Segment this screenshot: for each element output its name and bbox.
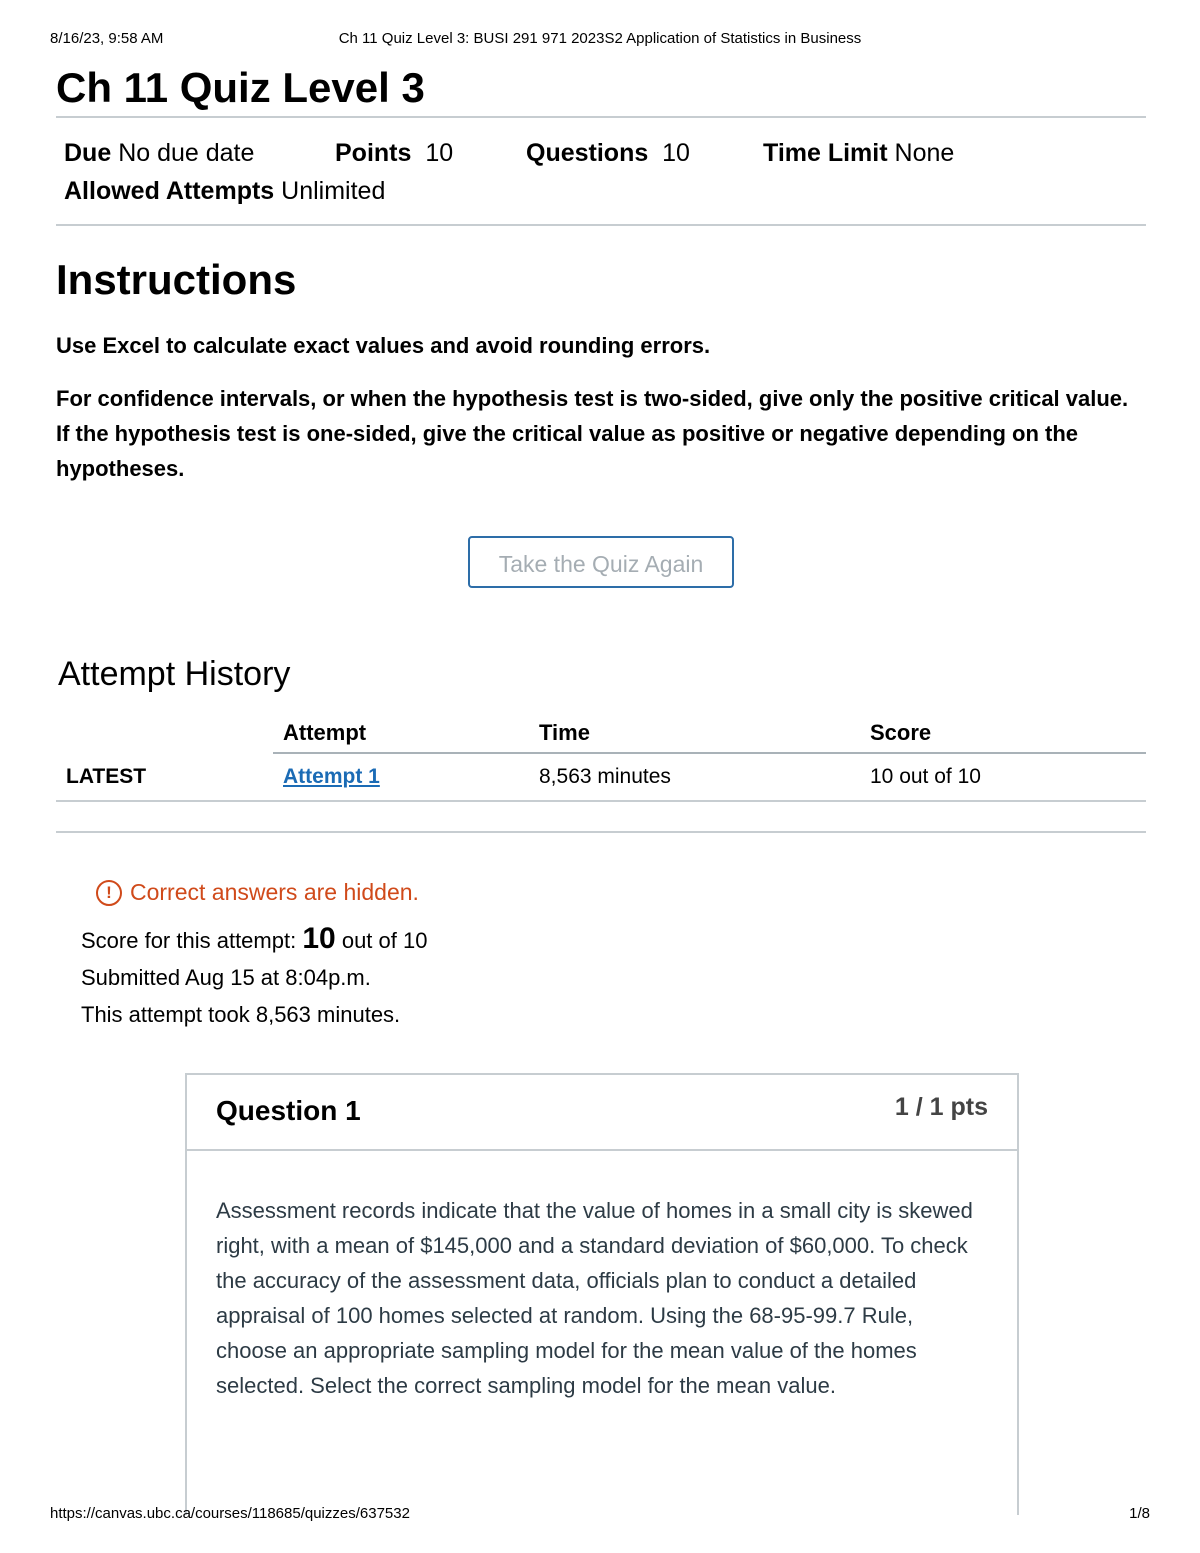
divider	[56, 831, 1146, 833]
attempts-value: Unlimited	[281, 177, 386, 205]
attempts-label: Allowed Attempts	[64, 177, 275, 205]
points-detail	[335, 134, 526, 172]
questions-detail	[526, 134, 763, 172]
question-card	[185, 1073, 1019, 1515]
column-header-attempt: Attempt	[273, 714, 529, 753]
due-value: No due date	[118, 139, 255, 167]
latest-tag: LATEST	[56, 753, 273, 801]
table-row	[56, 753, 1146, 801]
column-header-time: Time	[529, 714, 860, 753]
score-prefix: Score for this attempt:	[81, 928, 297, 953]
divider	[56, 224, 1146, 226]
duration-line: This attempt took 8,563 minutes.	[81, 1002, 401, 1027]
attempt-1-link[interactable]: Attempt 1	[283, 765, 380, 788]
score-suffix: out of 10	[341, 928, 428, 953]
print-header	[50, 30, 1150, 50]
time-cell: 8,563 minutes	[529, 753, 860, 801]
points-value: 10	[425, 139, 454, 167]
instructions-paragraph: For confidence intervals, or when the hypothesis test is two-sided, give only the positive critical value. If the hypothesis test is one-sided, give the critical value as positive or negative depending on the hypotheses.	[56, 386, 1129, 481]
take-quiz-again-button[interactable]: Take the Quiz Again	[468, 536, 734, 588]
warning-circle-icon: !	[96, 880, 122, 906]
question-text: Assessment records indicate that the value of homes in a small city is skewed right, with a mean of $145,000 and a standard deviation of $60,000. To check the accuracy of the assessment data, officials plan to conduct a detailed appraisal of 100 homes selected at random. Using the 68-95-99.7 Rule, choose an appropriate sampling model for the mean value of the homes selected. Select the correct sampling model for the mean value.	[216, 1198, 973, 1398]
quiz-page	[56, 64, 1146, 1033]
instructions-paragraph: Use Excel to calculate exact values and avoid rounding errors.	[56, 333, 711, 358]
instructions-body	[56, 328, 1146, 486]
time-limit-value: None	[894, 139, 955, 167]
attempt-history-table	[56, 714, 1146, 802]
question-points: 1 / 1 pts	[894, 1093, 988, 1121]
print-url: https://canvas.ubc.ca/courses/118685/quizzes/637532	[50, 1505, 410, 1522]
attempt-summary	[81, 920, 1146, 1033]
due-detail	[64, 134, 335, 172]
print-footer	[50, 1505, 1150, 1525]
print-page-number: 1/8	[1129, 1505, 1150, 1522]
time-limit-label: Time Limit	[763, 139, 888, 167]
questions-value: 10	[662, 139, 690, 167]
attempts-detail	[64, 172, 385, 210]
points-label: Points	[335, 139, 412, 167]
score-line	[81, 920, 1146, 959]
score-value: 10	[302, 922, 336, 955]
questions-label: Questions	[526, 139, 649, 167]
attempt-cell	[273, 753, 529, 801]
page-title: Ch 11 Quiz Level 3	[56, 64, 425, 111]
print-doc-title: Ch 11 Quiz Level 3: BUSI 291 971 2023S2 Application of Statistics in Business	[338, 30, 862, 47]
notice-text: Correct answers are hidden.	[130, 879, 419, 905]
score-cell: 10 out of 10	[860, 753, 1146, 801]
due-label: Due	[64, 139, 112, 167]
table-header-row	[56, 714, 1146, 753]
quiz-details	[56, 118, 1146, 224]
question-title: Question 1	[216, 1095, 361, 1126]
time-limit-detail	[763, 134, 954, 172]
column-header-blank	[56, 714, 273, 753]
submitted-line: Submitted Aug 15 at 8:04p.m.	[81, 965, 371, 990]
details-row-1	[64, 134, 1138, 172]
take-quiz-area	[56, 536, 1146, 592]
instructions-heading: Instructions	[56, 256, 297, 303]
print-date: 8/16/23, 9:58 AM	[50, 30, 164, 47]
column-header-score: Score	[860, 714, 1146, 753]
correct-answers-hidden-notice	[96, 879, 1146, 906]
question-header	[187, 1075, 1017, 1151]
details-row-2	[64, 172, 1138, 210]
attempt-history-heading: Attempt History	[58, 655, 291, 693]
